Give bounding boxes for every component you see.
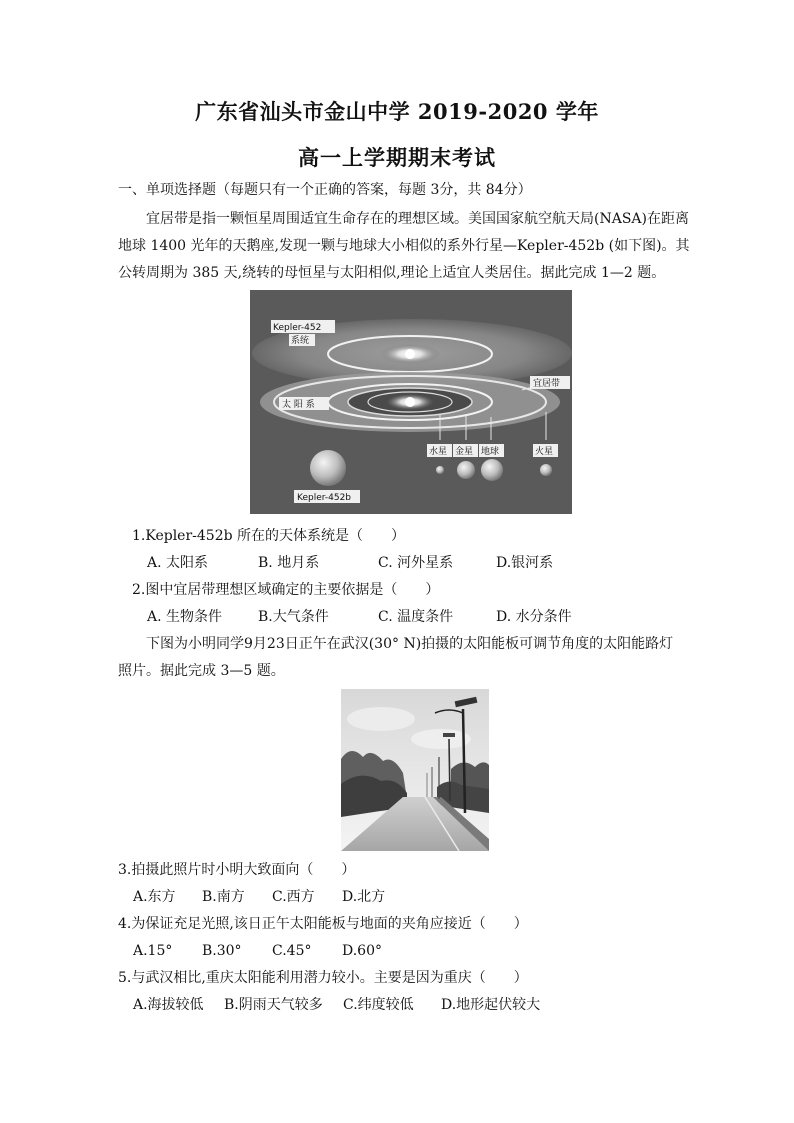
q5-option-c: C.纬度较低 — [343, 997, 414, 1013]
section-heading: 一、单项选择题（每题只有一个正确的答案，每题 3分，共 84分） — [118, 182, 532, 198]
passage2-line2: 照片。据此完成 3—5 题。 — [118, 663, 285, 679]
kepler-system-figure — [250, 290, 572, 514]
q1-option-a: A. 太阳系 — [147, 555, 209, 571]
passage1-line2: 地球 1400 光年的天鹅座,发现一颗与地球大小相似的系外行星—Kepler-452b (如下图)。其 — [118, 238, 690, 254]
q1-option-c: C. 河外星系 — [378, 555, 454, 571]
exam-title-line1: 广东省汕头市金山中学 2019-2020 学年 — [195, 99, 599, 124]
q3-option-b: B.南方 — [202, 889, 245, 905]
q4-option-d: D.60° — [342, 943, 382, 959]
q3-stem: 3.拍摄此照片时小明大致面向（ ） — [118, 862, 356, 878]
q4-option-b: B.30° — [202, 943, 242, 959]
sun-icon — [405, 397, 415, 407]
q3-option-d: D.北方 — [342, 889, 386, 905]
q4-stem: 4.为保证充足光照,该日正午太阳能板与地面的夹角应接近（ ） — [118, 916, 528, 932]
q2-option-c: C. 温度条件 — [378, 609, 454, 625]
q5-option-d: D.地形起伏较大 — [441, 997, 541, 1013]
passage2-line1: 下图为小明同学9月23日正午在武汉(30° N)拍摄的太阳能板可调节角度的太阳能路灯 — [146, 636, 674, 652]
venus-label: 金星 — [455, 447, 474, 457]
kepler-star-icon — [405, 349, 415, 359]
venus-icon — [457, 461, 475, 479]
kepler-system-label2: 系统 — [291, 336, 310, 346]
q1-stem: 1.Kepler-452b 所在的天体系统是（ ） — [132, 528, 406, 544]
q5-option-a: A.海拔较低 — [133, 997, 204, 1013]
q5-option-b: B.阴雨天气较多 — [224, 997, 323, 1013]
q2-option-b: B.大气条件 — [258, 609, 329, 625]
q1-option-d: D.银河系 — [496, 555, 554, 571]
exam-title-line2: 高一上学期期末考试 — [298, 145, 496, 170]
kepler-system-label1: Kepler-452 — [273, 323, 322, 333]
solar-street-lamp-photo — [341, 689, 489, 851]
earth-icon — [481, 459, 503, 481]
kepler-452b-icon — [310, 450, 346, 486]
habitable-zone-label: 宜居带 — [533, 379, 561, 389]
mercury-label: 水星 — [429, 447, 448, 457]
q4-option-a: A.15° — [133, 943, 173, 959]
q3-option-c: C.西方 — [272, 889, 315, 905]
q5-stem: 5.与武汉相比,重庆太阳能利用潜力较小。主要是因为重庆（ ） — [118, 970, 528, 986]
earth-label: 地球 — [481, 447, 500, 457]
q3-option-a: A.东方 — [133, 889, 176, 905]
q2-option-a: A. 生物条件 — [147, 609, 223, 625]
passage1-line1: 宜居带是指一颗恒星周围适宜生命存在的理想区域。美国国家航空航天局(NASA)在距离 — [146, 211, 689, 227]
mercury-icon — [436, 466, 444, 474]
passage1-line3: 公转周期为 385 天,绕转的母恒星与太阳相似,理论上适宜人类居住。据此完成 1—2 题。 — [118, 265, 666, 281]
q2-stem: 2.图中宜居带理想区域确定的主要依据是（ ） — [132, 582, 440, 598]
solar-system-label: 太 阳 系 — [282, 400, 315, 410]
q4-option-c: C.45° — [272, 943, 312, 959]
q2-option-d: D. 水分条件 — [496, 609, 572, 625]
mars-icon — [540, 464, 552, 476]
kepler-452b-label: Kepler-452b — [297, 493, 352, 503]
q1-option-b: B. 地月系 — [258, 555, 320, 571]
mars-label: 火星 — [535, 447, 554, 457]
